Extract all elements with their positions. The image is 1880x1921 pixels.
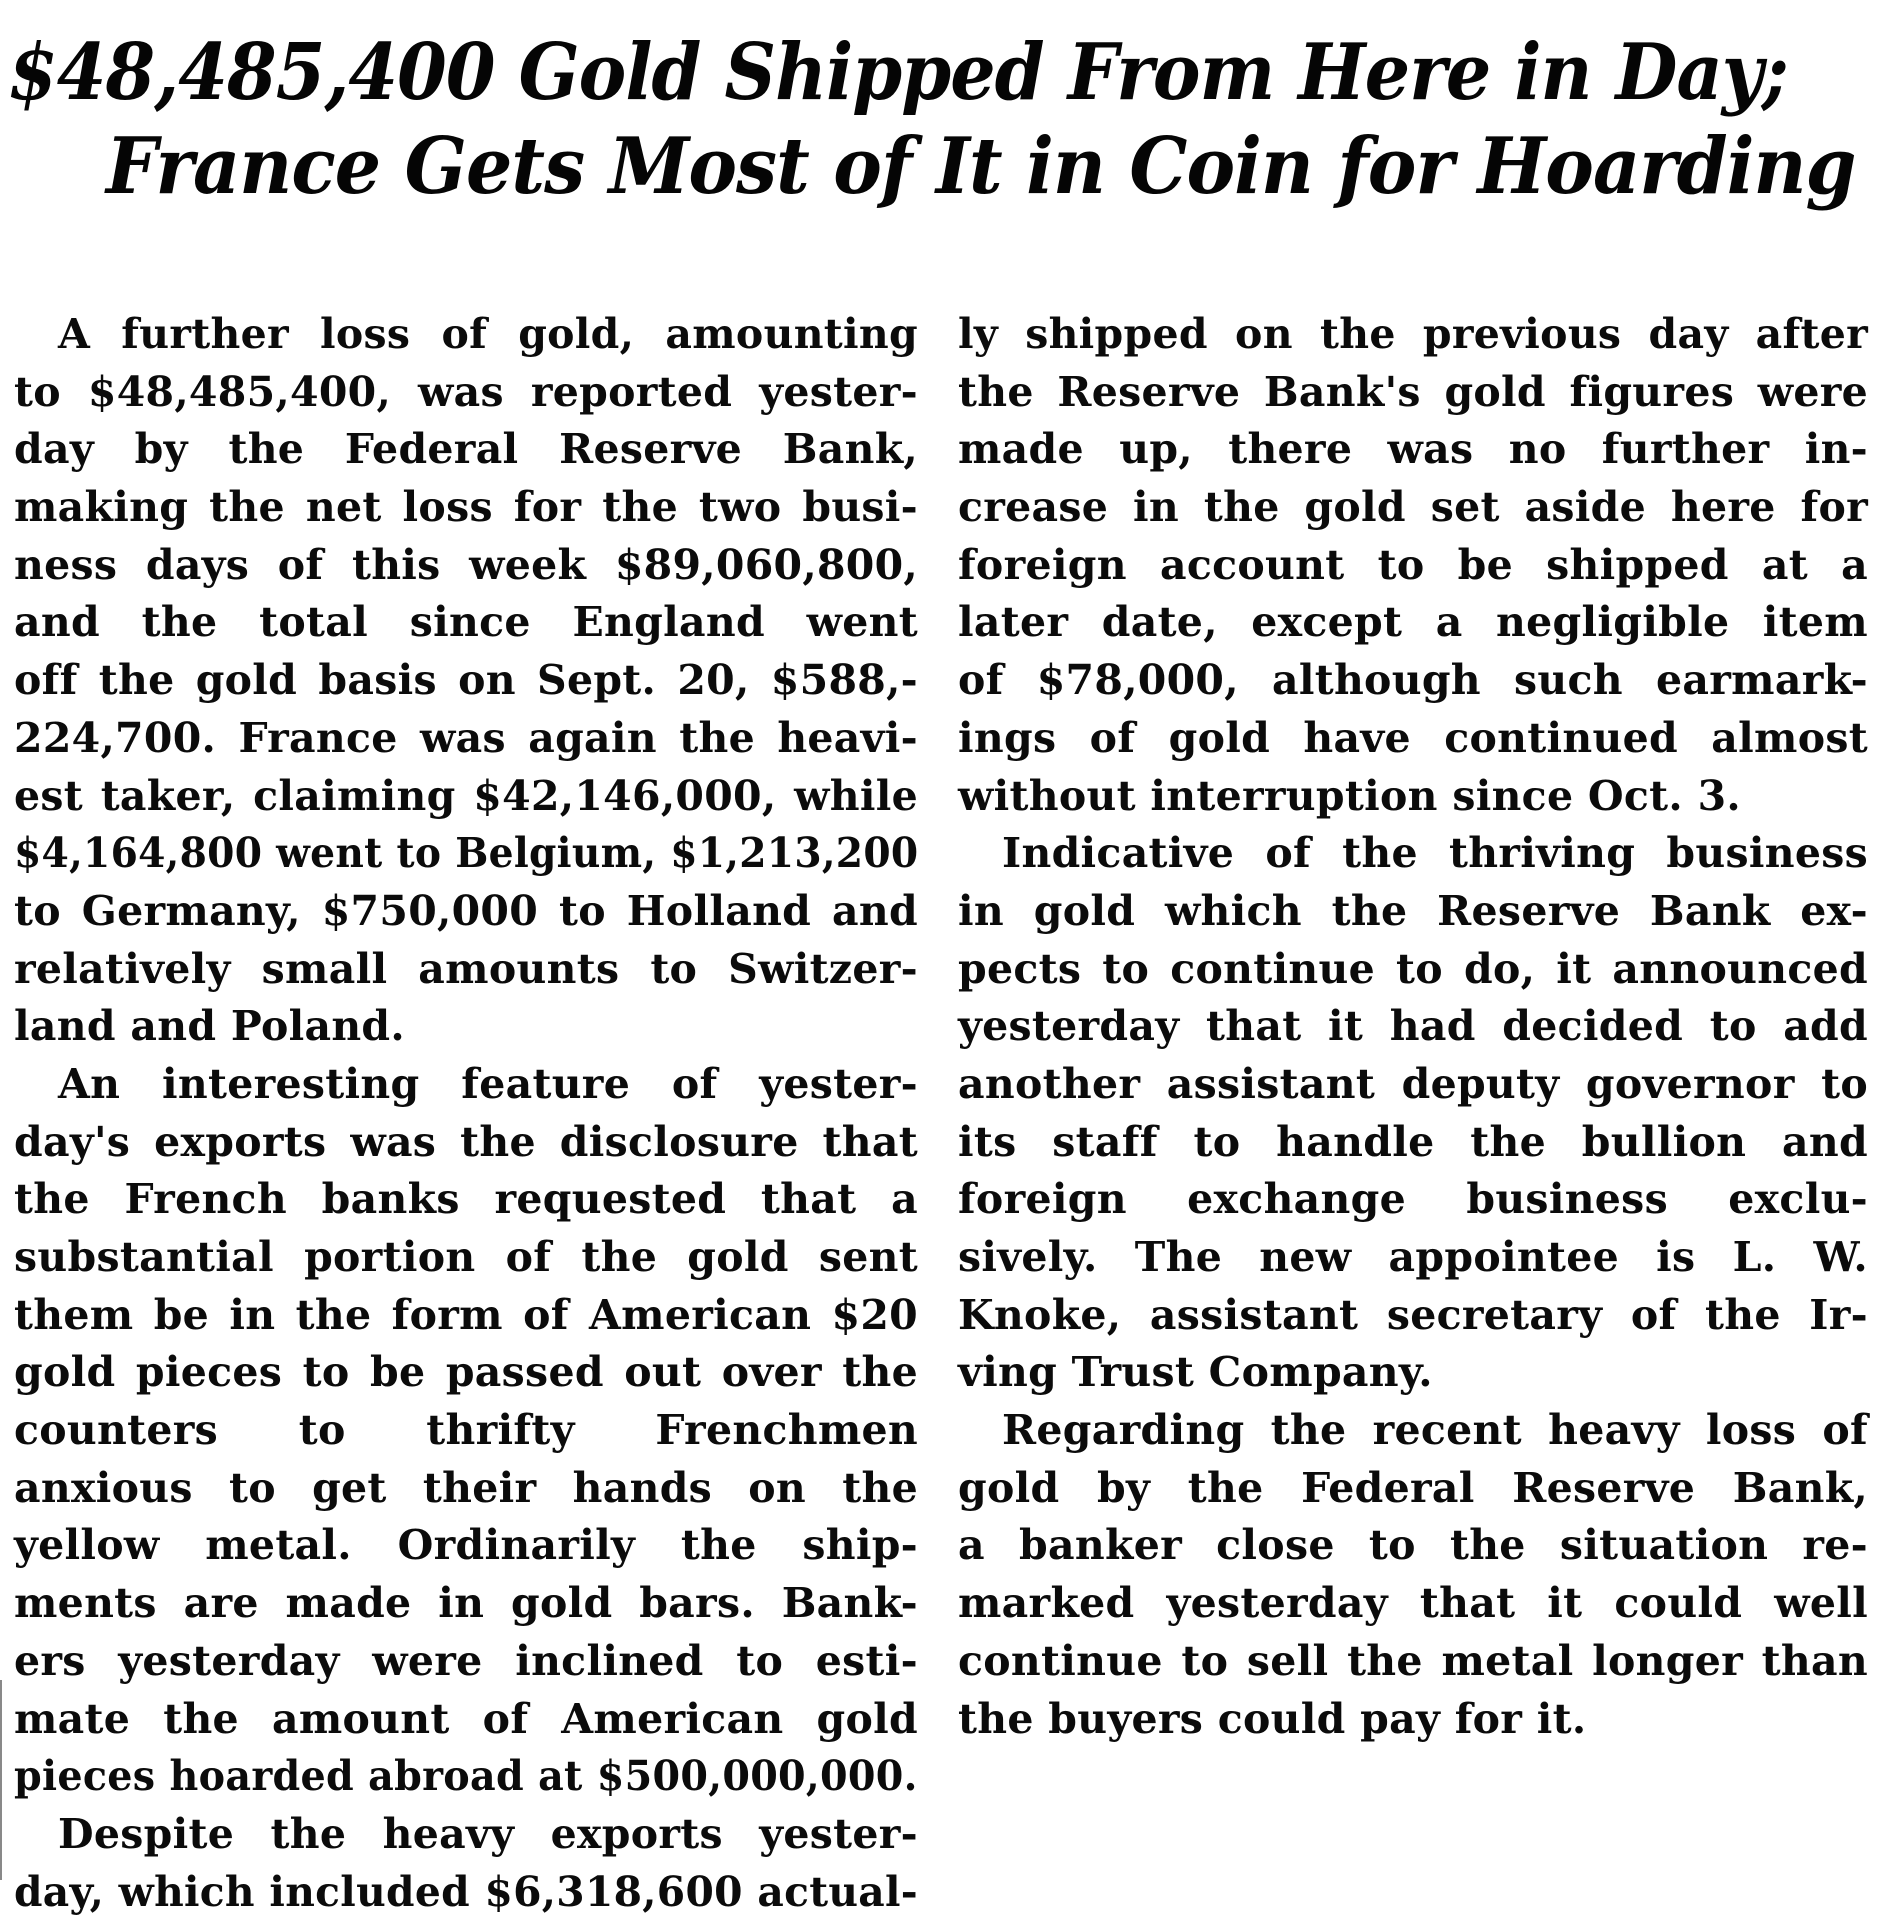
text-line: to $48,485,400, was reported yester-	[14, 367, 918, 416]
text-line: relatively small amounts to Switzer-	[14, 944, 918, 993]
text-line: ly shipped on the previous day after	[958, 310, 1868, 358]
text-line: ments are made in gold bars. Bank-	[14, 1579, 918, 1628]
text-line: made up, there was no further in-	[958, 425, 1868, 474]
text-line: gold by the Federal Reserve Bank,	[958, 1463, 1868, 1512]
text-line: later date, except a negligible item	[958, 598, 1868, 647]
paragraph-first-line: Regarding the recent heavy loss of	[1002, 1406, 1868, 1455]
text-line: substantial portion of the gold sent	[14, 1233, 918, 1281]
text-line: pects to continue to do, it announced	[958, 944, 1868, 993]
paragraph-first-line: An interesting feature of yester-	[58, 1059, 918, 1108]
text-line: Knoke, assistant secretary of the Ir-	[958, 1290, 1868, 1339]
headline-line-1: $48,485,400 Gold Shipped From Here in Day;	[8, 27, 1788, 118]
text-line: est taker, claiming $42,146,000, while	[14, 771, 918, 820]
text-line: yesterday that it had decided to add	[958, 1002, 1868, 1051]
headline-line-2: France Gets Most of It in Coin for Hoarding	[106, 121, 1856, 212]
paragraph-first-line: Despite the heavy exports yester-	[58, 1809, 918, 1858]
text-line: foreign exchange business exclu-	[958, 1175, 1868, 1224]
text-line: and the total since England went	[14, 598, 918, 647]
text-line: anxious to get their hands on the	[14, 1463, 918, 1512]
text-line: land and Poland.	[14, 1002, 405, 1051]
text-line: crease in the gold set aside here for	[958, 483, 1868, 532]
text-line: day's exports was the disclosure that	[14, 1117, 918, 1166]
text-line: the buyers could pay for it.	[958, 1694, 1587, 1743]
margin-rule	[0, 1680, 2, 1880]
text-line: mate the amount of American gold	[14, 1694, 918, 1743]
text-line: off the gold basis on Sept. 20, $588,-	[14, 656, 918, 705]
text-line: marked yesterday that it could well	[958, 1579, 1868, 1628]
article-column-left	[14, 306, 918, 1921]
text-line: sively. The new appointee is L. W.	[958, 1233, 1868, 1281]
paragraph-first-line: Indicative of the thriving business	[1002, 829, 1868, 878]
text-line: a banker close to the situation re-	[958, 1521, 1868, 1570]
text-line: pieces hoarded abroad at $500,000,000.	[14, 1752, 918, 1801]
text-line: in gold which the Reserve Bank ex-	[958, 886, 1868, 935]
text-line: day by the Federal Reserve Bank,	[14, 425, 918, 474]
text-line: without interruption since Oct. 3.	[958, 771, 1741, 820]
text-line: ness days of this week $89,060,800,	[14, 540, 918, 589]
text-line: yellow metal. Ordinarily the ship-	[14, 1521, 918, 1570]
text-line: the French banks requested that a	[14, 1175, 918, 1224]
text-line: to Germany, $750,000 to Holland and	[14, 886, 918, 935]
text-line: ings of gold have continued almost	[958, 713, 1868, 762]
paragraph-first-line: A further loss of gold, amounting	[58, 310, 918, 358]
text-line: continue to sell the metal longer than	[958, 1636, 1868, 1685]
text-line: of $78,000, although such earmark-	[958, 656, 1868, 705]
text-line: them be in the form of American $20	[14, 1290, 918, 1339]
text-line: ving Trust Company.	[958, 1348, 1433, 1397]
text-line: counters to thrifty Frenchmen	[14, 1406, 918, 1455]
text-line: another assistant deputy governor to	[958, 1059, 1868, 1108]
text-line: ers yesterday were inclined to esti-	[14, 1636, 918, 1685]
text-line: $4,164,800 went to Belgium, $1,213,200	[14, 829, 919, 878]
text-line: its staff to handle the bullion and	[958, 1117, 1868, 1166]
article-column-right	[958, 306, 1868, 1748]
text-line: foreign account to be shipped at a	[958, 540, 1868, 589]
text-line: gold pieces to be passed out over the	[14, 1348, 918, 1397]
text-line: the Reserve Bank's gold figures were	[958, 367, 1868, 416]
text-line: day, which included $6,318,600 actual-	[14, 1867, 918, 1916]
text-line: 224,700. France was again the heavi-	[14, 713, 918, 762]
text-line: making the net loss for the two busi-	[14, 483, 918, 532]
